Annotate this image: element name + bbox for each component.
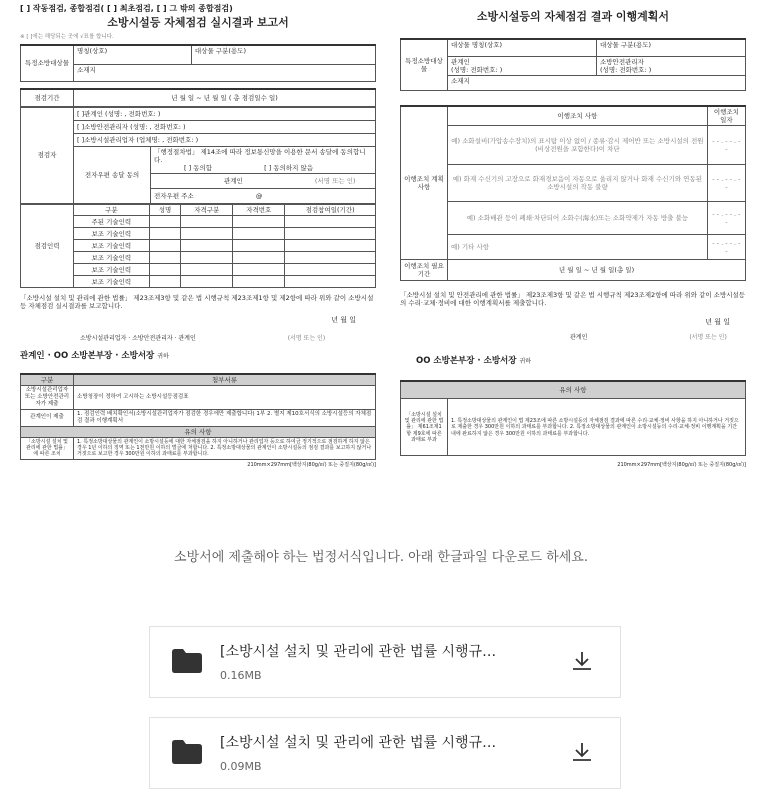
attachment-header: 첨부서류 (74, 374, 376, 386)
plan-manager-label: 소방안전관리자 (600, 57, 644, 66)
staff-row: 보조 기술인력 (74, 252, 150, 264)
file-size: 0.09MB (220, 760, 262, 773)
inspector-label: 점검자 (21, 107, 74, 203)
name-field: 명칭(상호) (74, 45, 192, 65)
inspection-type-line: [ ] 작동점검, 종합점검( [ ] 최초점검, [ ] 그 밖의 종합점검) (20, 4, 233, 13)
plan-recipient-suffix: 귀하 (519, 357, 532, 365)
signer-hint: (서명 또는 인) (287, 335, 326, 343)
recipient-line (20, 351, 376, 362)
period-value: 년 월 일 ~ 년 월 일 ( 총 점검일수 일) (74, 89, 376, 107)
plan-owner-label: 관계인 (451, 57, 470, 66)
period-table (20, 88, 376, 107)
email-address-cell (151, 189, 376, 204)
plan-item: 예) 기타 사항 (448, 235, 708, 260)
folder-icon (172, 740, 202, 764)
plan-type-field: 대상물 구분(용도) (597, 39, 746, 57)
staff-header: 자격번호 (233, 205, 285, 216)
address-field: 소재지 (74, 64, 376, 81)
file-download-card[interactable] (149, 717, 621, 789)
report-form-image (20, 4, 376, 532)
plan-header: 이행조치 사항 (448, 106, 708, 126)
plan-item: 예) 화재 수신기의 고장으로 화재경보음이 자동으로 울리지 않거나 화재 수신기와 연동된 소방시설의 작동 불량 (448, 165, 708, 202)
plan-recipient: OO 소방본부장 · 소방서장 (416, 355, 517, 366)
plan-owner-cell (448, 56, 597, 75)
staff-header: 점검참여일(기간) (285, 205, 376, 216)
plan-header: 이행조치 일자 (707, 106, 745, 126)
notice-title: 유의 사항 (21, 426, 376, 437)
type-field: 대상물 구분(용도) (191, 45, 375, 65)
plan-title: 소방시설등의 자체점검 결과 이행계획서 (476, 10, 670, 23)
staff-label: 점검인력 (21, 205, 74, 288)
plan-recipient-line (416, 356, 746, 367)
disagree-checkbox: [ ] 동의하지 않음 (264, 163, 314, 172)
download-icon[interactable] (570, 740, 594, 764)
target-table (20, 44, 376, 82)
plan-signer-hint: (서명 또는 인) (689, 334, 727, 342)
attachment-text: 소방청장이 정하여 고시하는 소방시설등점검표 (74, 386, 376, 410)
inspector-table (20, 107, 376, 204)
plan-item: 예) 소화배관 등이 폐쇄·차단되어 소화수(海水)또는 소화약제가 자동 방출 불능 (448, 202, 708, 235)
file-name[interactable]: [소방시설 설치 및 관리에 관한 법률 시행규… (220, 644, 497, 660)
inspector-row: [ ]소방시설관리업자 (업체명: , 전화번호: ) (74, 133, 376, 146)
plan-signer-line (400, 334, 746, 342)
target-label: 특정소방대상물 (21, 45, 74, 82)
staff-table (20, 204, 376, 288)
recipient: 관계인 · OO 소방본부장 · 소방서장 (20, 350, 155, 361)
plan-target-label: 특정소방대상물 (401, 39, 448, 91)
email-consent-text: 「행정절차법」 제14조에 따라 정보통신망을 이용한 문서 송달에 동의합니다. (154, 147, 366, 164)
download-icon[interactable] (570, 649, 594, 673)
staff-row: 보조 기술인력 (74, 276, 150, 288)
signer-line (20, 335, 376, 343)
plan-notice-table (400, 380, 746, 456)
form-note: ※ [ ]에는 해당되는 곳에 √표를 합니다. (20, 33, 114, 40)
report-title: 소방시설등 자체점검 실시결과 보고서 (107, 16, 289, 29)
sign-hint: (서명 또는 인) (314, 176, 356, 185)
owner-sign-cell (151, 174, 376, 189)
attachment-header: 구분 (21, 374, 74, 386)
file-download-card[interactable] (149, 626, 621, 698)
agree-checkbox: [ ] 동의함 (184, 163, 213, 172)
folder-icon (172, 649, 202, 673)
file-name[interactable]: [소방시설 설치 및 관리에 관한 법률 시행규… (220, 735, 497, 751)
plan-paper-size: 210mm×297mm[백상지(80g/㎡) 또는 중질지(80g/㎡)] (617, 462, 746, 469)
staff-header: 성명 (149, 205, 181, 216)
plan-notice-text: 1. 특정소방대상물의 관계인이 법 제23조에 따른 소방시설등의 자체점검 결과에 따른 수리·교체·정비 사항을 하지 아니하거나 거짓으로 제출한 경우 300만원 이하의 과태료를 부과합니다. 2. 특정소방대상물의 관계인이 소방시설등의 수리·교체·정비 이행계획을 기간 내에 완료하지 않은 경우 300만원 이하의 과태료를 부과합니다. (448, 399, 746, 456)
inspector-row: [ ]소방안전관리자 (성명: , 전화번호: ) (74, 120, 376, 133)
period-label: 점검기간 (21, 89, 74, 107)
file-size: 0.16MB (220, 669, 262, 682)
recipient-suffix: 귀하 (157, 352, 169, 360)
plan-form-image (400, 4, 746, 532)
plan-item: 예) 소화설비(가압송수장치)의 표시탐 이상 없이 / 종류·감시 제어반 또는 소방시설의 전원(비상전원을 포함한다)이 차단 (448, 126, 708, 165)
signer: 소방시설관리업자 · 소방안전관리자 · 관계인 (80, 335, 196, 343)
staff-row: 보조 기술인력 (74, 240, 150, 252)
email-address-label: 전자우편 주소 (154, 191, 194, 200)
report-statement: 「소방시설 설치 및 관리에 관한 법률」 제23조제3항 및 같은 법 시행규칙 제23조제1항 및 제2항에 따라 위와 같이 소방시설등 자체점검 실시결과를 보고합니다. (20, 294, 374, 311)
plan-item-date: - - . - - . - - (707, 126, 745, 165)
staff-header: 자격구분 (181, 205, 233, 216)
plan-notice-title: 유의 사항 (401, 381, 746, 399)
notice-label: 「소방시설 설치 및 관리에 관한 법률」에 따른 조치 (21, 437, 74, 459)
plan-period-value: 년 월 일 ~ 년 월 일(총 일) (448, 260, 746, 281)
owner-label: 관계인 (224, 176, 243, 185)
staff-row: 보조 기술인력 (74, 228, 150, 240)
plan-manager-cell (597, 56, 746, 75)
plan-address-field: 소재지 (448, 76, 746, 91)
plan-signer: 관계인 (570, 334, 588, 342)
inspector-row: [ ]관계인 (성명: , 전화번호: ) (74, 107, 376, 120)
plan-target-table (400, 38, 746, 91)
email-consent-text-cell (151, 146, 376, 173)
staff-row: 보조 기술인력 (74, 264, 150, 276)
report-date: 년 월 일 (331, 316, 356, 325)
plan-date: 년 월 일 (705, 317, 730, 326)
plan-name-field: 대상물 명칭(상호) (448, 39, 597, 57)
plan-item-date: - - . - - . - - (707, 235, 745, 260)
plan-statement: 「소방시설 설치 및 안전관리에 관한 법률」 제23조제3항 및 같은 법 시행규칙 제23조제2항에 따라 위와 같이 소방시설등의 수리·교체·정비에 대한 이행계획서를 제출합니다. (400, 291, 746, 308)
plan-owner-fields: (성명: 전화번호: ) (451, 65, 503, 74)
plan-period-label: 이행조치 필요기간 (401, 260, 448, 281)
plan-items-table (400, 105, 746, 281)
at-sign: @ (255, 191, 263, 200)
plan-notice-label: 「소방시설 설치 및 관리에 관한 법률」 제61조제1항 제9호에 따른 과태료 부과 (401, 399, 448, 456)
paper-size: 210mm×297mm[백상지(80g/㎡) 또는 중질지(80g/㎡)] (247, 461, 376, 468)
notice-text: 1. 특정소방대상물의 관계인이 소방시설등에 대한 자체점검을 하지 아니하거나 관리업자 등으로 하여금 정기적으로 점검하게 하지 않은 경우 1년 이하의 징역 또는 1천만원 이하의 벌금에 처합니다. 2. 특정소방대상물의 관계인이 소방시설등의 점검 결과를 보고하지 않거나 거짓으로 보고한 경우 300만원 이하의 과태료를 부과합니다. (74, 437, 376, 459)
attachment-label: 소방시설관리업자 또는 소방안전관리자가 제출 (21, 386, 74, 410)
download-caption: 소방서에 제출해야 하는 법정서식입니다. 아래 한글파일 다운로드 하세요. (174, 550, 588, 565)
attachment-label: 관계인이 제출 (21, 410, 74, 427)
plan-manager-fields: (성명: 전화번호: ) (600, 65, 652, 74)
attachment-text: 1. 점검인력 배치확인서(소방시설관리업자가 점검한 경우에만 제출합니다) 1부 2. 별지 제10호서식의 소방시설등의 자체점검 결과 이행계획서 (74, 410, 376, 427)
plan-item-date: - - . - - . - - (707, 165, 745, 202)
staff-row: 주된 기술인력 (74, 216, 150, 228)
attachment-table (20, 373, 376, 459)
plan-items-label: 이행조치 계획사항 (401, 106, 448, 260)
email-consent-label: 전자우편 송달 동의 (74, 146, 151, 203)
staff-header: 구분 (74, 205, 150, 216)
plan-item-date: - - . - - . - - (707, 202, 745, 235)
